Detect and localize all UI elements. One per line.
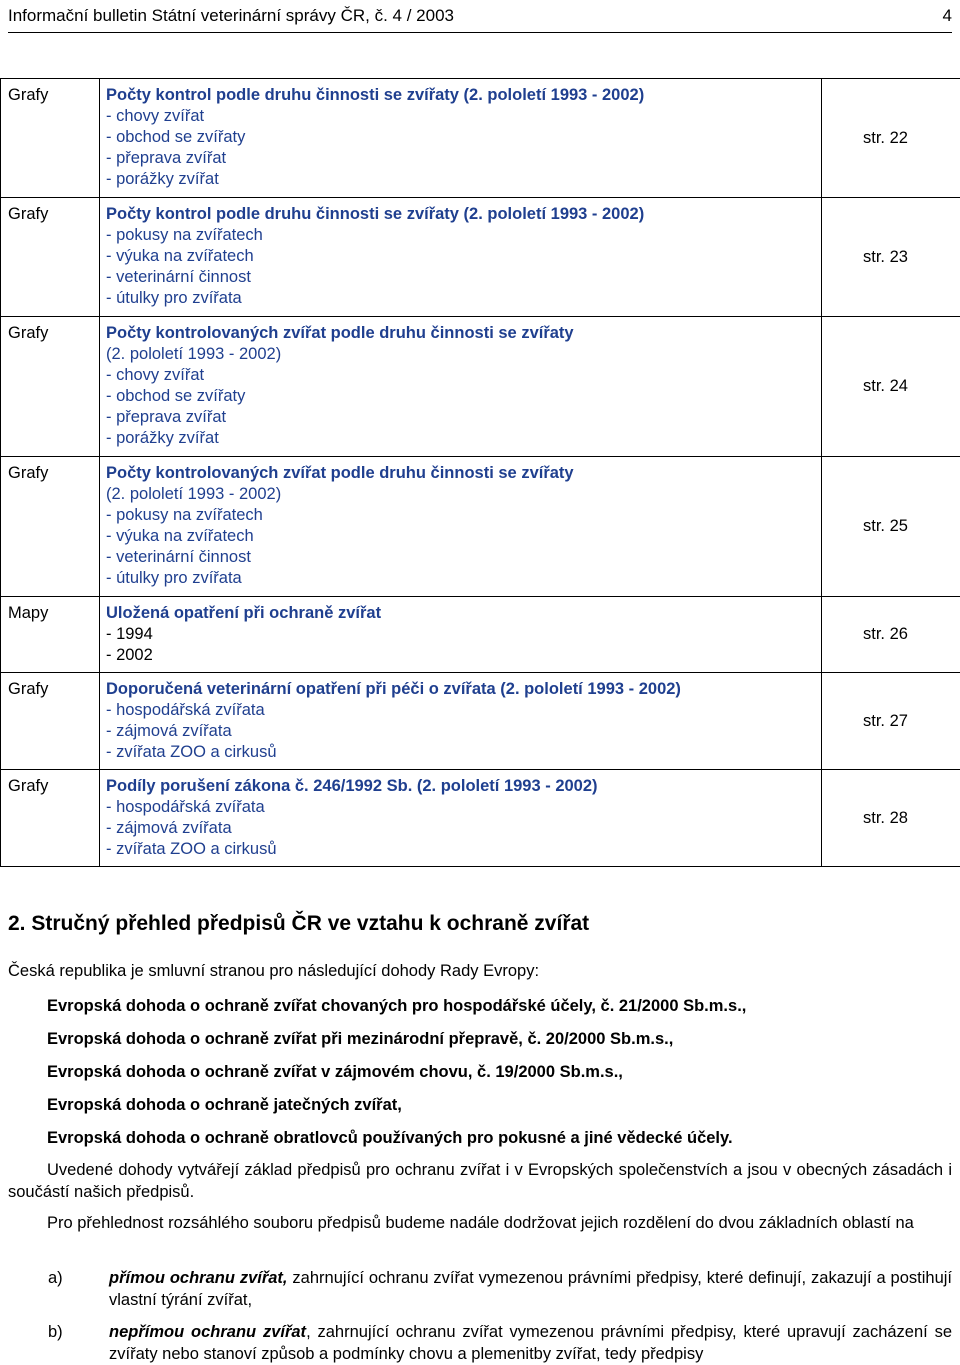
section-heading: 2. Stručný přehled předpisů ČR ve vztahu k ochraně zvířat xyxy=(8,912,590,935)
list-item: - porážky zvířat xyxy=(106,170,219,188)
row-page: str. 27 xyxy=(822,673,960,770)
list-item: - veterinární činnost xyxy=(106,268,251,286)
row-page: str. 22 xyxy=(822,79,960,198)
list-item: - hospodářská zvířata xyxy=(106,798,265,816)
row-title: Počty kontrolovaných zvířat podle druhu činnosti se zvířaty xyxy=(106,464,574,482)
page-header xyxy=(8,2,952,33)
agreement-item: Evropská dohoda o ochraně zvířat v zájmovém chovu, č. 19/2000 Sb.m.s., xyxy=(47,1063,623,1081)
list-rest-text: zahrnující ochranu zvířat vymezenou právními předpisy, které definují, zakazují a postihují vlastní týrání zvířat, xyxy=(109,1269,953,1309)
list-item xyxy=(8,1267,952,1315)
list-item xyxy=(8,1321,952,1365)
list-item: - porážky zvířat xyxy=(106,429,219,447)
contents-table xyxy=(0,78,960,867)
list-item: - chovy zvířat xyxy=(106,366,205,384)
agreement-item: Evropská dohoda o ochraně zvířat chovaných pro hospodářské účely, č. 21/2000 Sb.m.s., xyxy=(47,997,747,1015)
bulletin-title: Informační bulletin Státní veterinární správy ČR, č. 4 / 2003 xyxy=(8,6,454,25)
row-page: str. 26 xyxy=(822,597,960,673)
list-item: - veterinární činnost xyxy=(106,548,251,566)
row-description xyxy=(100,198,822,317)
row-type: Grafy xyxy=(1,770,100,867)
row-page: str. 24 xyxy=(822,317,960,457)
table-row xyxy=(1,79,960,198)
page-number: 4 xyxy=(942,6,952,25)
row-subtitle: (2. pololetí 1993 - 2002) xyxy=(106,485,282,503)
row-page: str. 25 xyxy=(822,457,960,597)
row-description xyxy=(100,673,822,770)
list-item: - zvířata ZOO a cirkusů xyxy=(106,840,277,858)
list-item: - výuka na zvířatech xyxy=(106,247,254,265)
list-text xyxy=(109,1321,952,1365)
row-subtitle: (2. pololetí 1993 - 2002) xyxy=(106,345,282,363)
list-item: - chovy zvířat xyxy=(106,107,205,125)
list-rest-text: , zahrnující ochranu zvířat vymezenou právními předpisy, které upravují zacházení se zvířaty nebo stanoví způsob a podmínky chovu a plemenitby zvířat, tedy předpisy xyxy=(109,1323,953,1363)
list-item: - útulky pro zvířata xyxy=(106,289,242,307)
list-item: - zájmová zvířata xyxy=(106,722,232,740)
emphasis-text: přímou ochranu zvířat, xyxy=(109,1269,288,1287)
list-item: - zájmová zvířata xyxy=(106,819,232,837)
list-item: - obchod se zvířaty xyxy=(106,128,246,146)
row-type: Grafy xyxy=(1,198,100,317)
list-marker: a) xyxy=(48,1269,63,1287)
table-row xyxy=(1,770,960,867)
list-item: - útulky pro zvířata xyxy=(106,569,242,587)
list-item: - 1994 xyxy=(106,625,153,643)
agreement-item: Evropská dohoda o ochraně obratlovců používaných pro pokusné a jiné vědecké účely. xyxy=(47,1129,733,1147)
paragraph xyxy=(8,1212,952,1234)
row-description xyxy=(100,79,822,198)
table-row xyxy=(1,673,960,770)
row-page: str. 23 xyxy=(822,198,960,317)
list-item: - 2002 xyxy=(106,646,153,664)
row-type: Mapy xyxy=(1,597,100,673)
list-marker: b) xyxy=(48,1323,63,1341)
row-description xyxy=(100,317,822,457)
row-title: Počty kontrol podle druhu činnosti se zvířaty (2. pololetí 1993 - 2002) xyxy=(106,205,645,223)
paragraph-text: Pro přehlednost rozsáhlého souboru předpisů budeme nadále dodržovat jejich rozdělení do dvou základních oblastí na xyxy=(47,1214,914,1232)
list-item: - přeprava zvířat xyxy=(106,408,227,426)
row-description xyxy=(100,597,822,673)
row-description xyxy=(100,770,822,867)
emphasis-text: nepřímou ochranu zvířat xyxy=(109,1323,307,1341)
list-item: - výuka na zvířatech xyxy=(106,527,254,545)
paragraph-text: Uvedené dohody vytvářejí základ předpisů pro ochranu zvířat i v Evropských společenstvích a jsou v obecných zásadách i součástí našich předpisů. xyxy=(8,1161,952,1201)
list-item: - pokusy na zvířatech xyxy=(106,506,263,524)
row-title: Doporučená veterinární opatření při péči o zvířata (2. pololetí 1993 - 2002) xyxy=(106,680,681,698)
list-item: - obchod se zvířaty xyxy=(106,387,246,405)
table-row xyxy=(1,457,960,597)
agreement-item: Evropská dohoda o ochraně zvířat při mezinárodní přepravě, č. 20/2000 Sb.m.s., xyxy=(47,1030,674,1048)
intro-text: Česká republika je smluvní stranou pro následující dohody Rady Evropy: xyxy=(8,962,540,980)
list-item: - přeprava zvířat xyxy=(106,149,227,167)
row-title: Uložená opatření při ochraně zvířat xyxy=(106,604,382,622)
row-type: Grafy xyxy=(1,457,100,597)
list-text xyxy=(109,1267,952,1311)
row-page: str. 28 xyxy=(822,770,960,867)
row-title: Počty kontrolovaných zvířat podle druhu činnosti se zvířaty xyxy=(106,324,574,342)
list-item: - zvířata ZOO a cirkusů xyxy=(106,743,277,761)
agreement-item: Evropská dohoda o ochraně jatečných zvířat, xyxy=(47,1096,402,1114)
row-type: Grafy xyxy=(1,79,100,198)
table-row xyxy=(1,198,960,317)
row-description xyxy=(100,457,822,597)
row-title: Počty kontrol podle druhu činnosti se zvířaty (2. pololetí 1993 - 2002) xyxy=(106,86,645,104)
row-type: Grafy xyxy=(1,317,100,457)
paragraph xyxy=(8,1159,952,1203)
list-item: - pokusy na zvířatech xyxy=(106,226,263,244)
row-type: Grafy xyxy=(1,673,100,770)
row-title: Podíly porušení zákona č. 246/1992 Sb. (2. pololetí 1993 - 2002) xyxy=(106,777,598,795)
list-item: - hospodářská zvířata xyxy=(106,701,265,719)
table-row xyxy=(1,597,960,673)
table-row xyxy=(1,317,960,457)
